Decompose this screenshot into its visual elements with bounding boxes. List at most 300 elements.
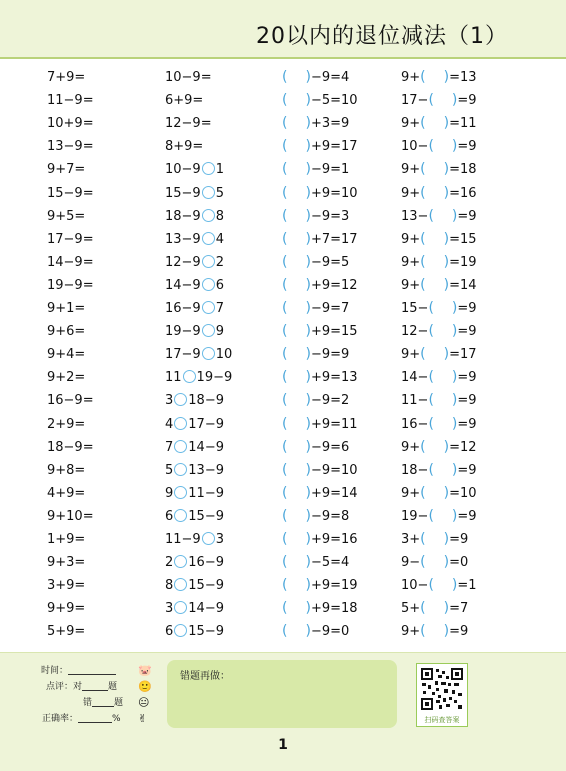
- problem-col2: [165, 205, 224, 228]
- left-operand: 9: [165, 485, 174, 501]
- compare-circle[interactable]: [202, 324, 215, 337]
- table-row: [0, 89, 566, 112]
- problem-col3: [282, 366, 358, 389]
- left-operand: 10−9=: [165, 70, 212, 85]
- right-operand: 18−9: [188, 393, 224, 409]
- table-row: [0, 66, 566, 89]
- right-operand: 4: [215, 231, 224, 247]
- blank-close-paren: ): [451, 300, 458, 316]
- equation-suffix: =9: [457, 370, 477, 386]
- answer-blank[interactable]: [282, 531, 311, 547]
- equation-suffix: =9: [457, 324, 477, 340]
- blank-open-paren: (: [282, 577, 288, 594]
- question-unit-2: 题: [114, 698, 124, 708]
- answer-blank[interactable]: [428, 300, 457, 316]
- equation-suffix: =9: [457, 508, 477, 524]
- compare-circle[interactable]: [202, 532, 215, 545]
- problem-col4: [401, 89, 477, 112]
- blank-open-paren: (: [420, 438, 426, 455]
- left-operand: 12−9=: [165, 116, 212, 132]
- equation-text: 17−9=: [47, 231, 94, 247]
- equation-prefix: 9+: [401, 624, 421, 640]
- blank-open-paren: (: [420, 276, 426, 293]
- right-operand: 15−9: [188, 508, 224, 524]
- blank-close-paren: ): [305, 161, 311, 178]
- problem-col2: [165, 551, 224, 574]
- table-row: [0, 597, 566, 620]
- answer-blank[interactable]: [428, 577, 457, 593]
- blank-close-paren: ): [451, 323, 458, 340]
- table-row: [0, 297, 566, 320]
- compare-circle[interactable]: [174, 463, 187, 476]
- equation-text: 9+5=: [47, 208, 86, 224]
- problem-col4: [401, 459, 477, 482]
- answer-blank[interactable]: [282, 138, 311, 154]
- blank-open-paren: (: [282, 276, 288, 293]
- blank-close-paren: ): [305, 253, 311, 270]
- blank-close-paren: ): [451, 392, 458, 409]
- compare-circle[interactable]: [174, 440, 187, 453]
- problem-col1: [47, 158, 85, 181]
- answer-blank[interactable]: [428, 508, 457, 524]
- equation-rest: −5=10: [310, 93, 358, 109]
- blank-close-paren: ): [305, 484, 311, 501]
- problem-col4: [401, 135, 477, 158]
- compare-circle[interactable]: [202, 162, 215, 175]
- equation-prefix: 16−: [401, 416, 429, 432]
- problem-col3: [282, 574, 358, 597]
- problem-col3: [282, 459, 358, 482]
- problem-col3: [282, 182, 358, 205]
- accuracy-field[interactable]: [78, 712, 112, 723]
- blank-close-paren: ): [305, 230, 311, 247]
- blank-close-paren: ): [305, 300, 311, 316]
- table-row: [0, 413, 566, 436]
- equation-prefix: 9+: [401, 347, 421, 363]
- problem-col2: [165, 66, 212, 89]
- equation-text: 9+7=: [47, 162, 86, 178]
- equation-suffix: =9: [457, 301, 477, 316]
- answer-blank[interactable]: [282, 554, 311, 570]
- problem-col4: [401, 66, 477, 89]
- compare-circle[interactable]: [202, 255, 215, 268]
- left-operand: 12−9: [165, 254, 201, 270]
- problem-col4: [401, 482, 477, 505]
- time-field[interactable]: [68, 664, 116, 675]
- problem-col4: [401, 505, 477, 528]
- blank-open-paren: (: [282, 461, 288, 478]
- problem-col1: [47, 135, 94, 158]
- equation-prefix: 9+: [401, 439, 421, 455]
- equation-prefix: 18−: [401, 462, 429, 478]
- answer-blank[interactable]: [420, 161, 449, 177]
- equation-prefix: 11−: [401, 393, 429, 409]
- equation-text: 9+9=: [47, 601, 86, 617]
- equation-suffix: =16: [449, 185, 477, 201]
- answer-blank[interactable]: [282, 346, 311, 362]
- equation-rest: +9=15: [310, 324, 358, 340]
- blank-close-paren: ): [305, 623, 311, 640]
- problem-col4: [401, 366, 477, 389]
- problem-col2: [165, 251, 224, 274]
- right-operand: 14−9: [188, 601, 224, 617]
- answer-blank[interactable]: [428, 462, 457, 478]
- compare-circle[interactable]: [174, 578, 187, 591]
- blank-open-paren: (: [282, 207, 288, 224]
- problem-col4: [401, 320, 477, 343]
- answer-blank[interactable]: [420, 623, 449, 639]
- equation-text: 13−9=: [47, 139, 94, 155]
- compare-circle[interactable]: [174, 393, 187, 406]
- blank-close-paren: ): [305, 461, 311, 478]
- wrong-count-field[interactable]: [92, 696, 114, 707]
- compare-circle[interactable]: [202, 232, 215, 245]
- blank-open-paren: (: [428, 392, 434, 409]
- blank-close-paren: ): [451, 369, 458, 386]
- answer-blank[interactable]: [282, 161, 311, 177]
- equation-suffix: =0: [449, 555, 469, 571]
- equation-prefix: 9+: [401, 485, 421, 501]
- problem-col3: [282, 297, 349, 320]
- equation-prefix: 5+: [401, 601, 421, 617]
- blank-open-paren: (: [282, 600, 288, 617]
- answer-blank[interactable]: [282, 462, 311, 478]
- equation-text: 9+6=: [47, 324, 86, 340]
- blank-close-paren: ): [443, 161, 450, 178]
- problem-col1: [47, 274, 94, 297]
- blank-close-paren: ): [443, 554, 450, 571]
- answer-blank[interactable]: [282, 254, 311, 270]
- answer-blank[interactable]: [420, 554, 449, 570]
- compare-circle[interactable]: [174, 486, 187, 499]
- blank-open-paren: (: [282, 554, 288, 571]
- answer-blank[interactable]: [420, 69, 449, 85]
- compare-circle[interactable]: [202, 209, 215, 222]
- blank-close-paren: ): [305, 600, 311, 617]
- blank-open-paren: (: [428, 138, 434, 155]
- blank-close-paren: ): [443, 623, 450, 640]
- blank-close-paren: ): [451, 577, 458, 594]
- equation-rest: −9=2: [310, 393, 350, 409]
- left-operand: 15−9: [165, 185, 201, 201]
- compare-circle[interactable]: [202, 186, 215, 199]
- problem-col4: [401, 528, 468, 551]
- equation-text: 7+9=: [47, 70, 86, 85]
- left-operand: 8+9=: [165, 139, 204, 155]
- right-operand: 14−9: [188, 439, 224, 455]
- equation-suffix: =9: [457, 139, 477, 155]
- problem-col4: [401, 158, 477, 181]
- answer-blank[interactable]: [420, 531, 449, 547]
- problem-col1: [47, 251, 94, 274]
- problem-col3: [282, 343, 349, 366]
- right-operand: 17−9: [188, 416, 224, 432]
- equation-rest: −9=5: [310, 254, 350, 270]
- problem-col4: [401, 182, 477, 205]
- equation-text: 11−9=: [47, 93, 94, 109]
- answer-blank[interactable]: [282, 485, 311, 501]
- equation-prefix: 9+: [401, 185, 421, 201]
- blank-close-paren: ): [443, 276, 450, 293]
- right-operand: 13−9: [188, 462, 224, 478]
- blank-open-paren: (: [282, 138, 288, 155]
- answer-blank[interactable]: [282, 369, 311, 385]
- blank-close-paren: ): [305, 184, 311, 201]
- equation-rest: +9=12: [310, 277, 358, 293]
- blank-open-paren: (: [282, 92, 288, 109]
- right-operand: 9: [215, 324, 224, 340]
- blank-close-paren: ): [305, 531, 311, 547]
- blank-close-paren: ): [451, 138, 458, 155]
- equation-rest: +9=14: [310, 485, 358, 501]
- left-operand: 5: [165, 462, 174, 478]
- equation-prefix: 3+: [401, 532, 421, 547]
- problem-col1: [47, 482, 85, 505]
- equation-suffix: =14: [449, 277, 477, 293]
- problem-col2: [165, 274, 224, 297]
- equation-suffix: =10: [449, 485, 477, 501]
- problem-col3: [282, 528, 358, 551]
- answer-blank[interactable]: [282, 600, 311, 616]
- problem-col3: [282, 135, 358, 158]
- answer-blank[interactable]: [282, 392, 311, 408]
- blank-open-paren: (: [282, 69, 288, 85]
- answer-blank[interactable]: [420, 346, 449, 362]
- blank-open-paren: (: [420, 346, 426, 363]
- answer-blank[interactable]: [282, 69, 311, 85]
- right-operand: 11−9: [188, 485, 224, 501]
- answer-blank[interactable]: [420, 115, 449, 131]
- answer-blank[interactable]: [282, 92, 311, 108]
- qr-label: 扫码查答案: [424, 716, 460, 724]
- blank-open-paren: (: [428, 461, 434, 478]
- equation-prefix: 10−: [401, 578, 429, 594]
- redo-box[interactable]: [167, 660, 397, 728]
- compare-circle[interactable]: [174, 601, 187, 614]
- answer-blank[interactable]: [420, 231, 449, 247]
- table-row: [0, 112, 566, 135]
- equation-prefix: 12−: [401, 324, 429, 340]
- table-row: [0, 205, 566, 228]
- compare-circle[interactable]: [174, 555, 187, 568]
- wrong-label: 错: [82, 698, 92, 708]
- blank-close-paren: ): [443, 115, 450, 132]
- blank-close-paren: ): [305, 369, 311, 386]
- equation-suffix: =11: [449, 116, 477, 132]
- answer-blank[interactable]: [420, 277, 449, 293]
- equation-text: 1+9=: [47, 532, 86, 547]
- problem-col3: [282, 413, 358, 436]
- answer-blank[interactable]: [282, 323, 311, 339]
- compare-circle[interactable]: [202, 347, 215, 360]
- answer-blank[interactable]: [282, 508, 311, 524]
- right-operand: 5: [215, 185, 224, 201]
- equation-rest: +3=9: [310, 116, 350, 132]
- answer-blank[interactable]: [282, 577, 311, 593]
- blank-close-paren: ): [305, 92, 311, 109]
- answer-blank[interactable]: [428, 138, 457, 154]
- equation-rest: −9=6: [310, 439, 350, 455]
- blank-close-paren: ): [443, 69, 450, 85]
- equation-prefix: 9+: [401, 70, 421, 85]
- equation-text: 16−9=: [47, 393, 94, 409]
- problem-col2: [165, 158, 224, 181]
- answer-blank[interactable]: [282, 623, 311, 639]
- problem-col2: [165, 135, 203, 158]
- answer-blank[interactable]: [428, 392, 457, 408]
- answer-blank[interactable]: [428, 208, 457, 224]
- equation-rest: −9=1: [310, 162, 350, 178]
- problem-col2: [165, 459, 224, 482]
- compare-circle[interactable]: [183, 370, 196, 383]
- table-row: [0, 459, 566, 482]
- qr-panel[interactable]: [416, 663, 468, 727]
- equation-text: 9+3=: [47, 555, 86, 571]
- blank-close-paren: ): [305, 138, 311, 155]
- answer-blank[interactable]: [420, 600, 449, 616]
- problem-col3: [282, 436, 349, 459]
- answer-blank[interactable]: [282, 185, 311, 201]
- equation-suffix: =9: [457, 462, 477, 478]
- problem-col3: [282, 112, 349, 135]
- equation-prefix: 9+: [401, 231, 421, 247]
- table-row: [0, 320, 566, 343]
- equation-prefix: 14−: [401, 370, 429, 386]
- blank-open-paren: (: [282, 346, 288, 363]
- question-unit: 题: [108, 682, 118, 692]
- blank-close-paren: ): [443, 346, 450, 363]
- table-row: [0, 251, 566, 274]
- table-row: [0, 620, 566, 643]
- blank-close-paren: ): [305, 346, 311, 363]
- blank-open-paren: (: [428, 415, 434, 432]
- problem-col1: [47, 597, 85, 620]
- compare-circle[interactable]: [174, 417, 187, 430]
- right-operand: 6: [215, 277, 224, 293]
- blank-open-paren: (: [420, 623, 426, 640]
- problem-col1: [47, 366, 85, 389]
- answer-blank[interactable]: [282, 208, 311, 224]
- answer-blank[interactable]: [420, 185, 449, 201]
- answer-blank[interactable]: [420, 439, 449, 455]
- left-operand: 10−9: [165, 162, 201, 178]
- compare-circle[interactable]: [174, 624, 187, 637]
- right-operand: 15−9: [188, 624, 224, 640]
- problem-col3: [282, 597, 358, 620]
- compare-circle[interactable]: [202, 301, 215, 314]
- accuracy-label: 正确率：: [41, 714, 78, 724]
- problem-col3: [282, 66, 349, 89]
- problem-col3: [282, 389, 349, 412]
- answer-blank[interactable]: [428, 92, 457, 108]
- compare-circle[interactable]: [202, 278, 215, 291]
- equation-text: 14−9=: [47, 254, 94, 270]
- answer-blank[interactable]: [420, 485, 449, 501]
- problem-col2: [165, 320, 224, 343]
- equation-text: 5+9=: [47, 624, 86, 640]
- correct-row: [30, 680, 117, 694]
- blank-open-paren: (: [282, 184, 288, 201]
- equation-rest: −9=0: [310, 624, 350, 640]
- pig-icon: 🐷: [138, 664, 152, 677]
- answer-blank[interactable]: [282, 115, 311, 131]
- equation-rest: +9=17: [310, 139, 358, 155]
- page-number: 1: [278, 737, 288, 753]
- equation-text: 9+4=: [47, 347, 86, 363]
- left-operand: 11: [165, 370, 182, 386]
- answer-blank[interactable]: [282, 231, 311, 247]
- blank-close-paren: ): [451, 207, 458, 224]
- right-operand: 15−9: [188, 578, 224, 594]
- answer-blank[interactable]: [282, 439, 311, 455]
- problem-col4: [401, 112, 477, 135]
- blank-close-paren: ): [305, 438, 311, 455]
- problem-col1: [47, 320, 85, 343]
- answer-blank[interactable]: [282, 300, 311, 316]
- neutral-face-icon: 😐: [138, 696, 150, 709]
- compare-circle[interactable]: [174, 509, 187, 522]
- table-row: [0, 158, 566, 181]
- blank-open-paren: (: [282, 323, 288, 340]
- problem-col4: [401, 343, 477, 366]
- problem-col1: [47, 551, 85, 574]
- right-operand: 8: [215, 208, 224, 224]
- answer-blank[interactable]: [420, 254, 449, 270]
- hand-icon: ✌: [138, 712, 148, 725]
- right-operand: 7: [215, 301, 224, 316]
- answer-blank[interactable]: [428, 416, 457, 432]
- equation-suffix: =7: [449, 601, 469, 617]
- left-operand: 17−9: [165, 347, 201, 363]
- blank-close-paren: ): [305, 69, 311, 85]
- blank-open-paren: (: [282, 392, 288, 409]
- equation-prefix: 15−: [401, 301, 429, 316]
- equation-text: 3+9=: [47, 578, 86, 594]
- blank-open-paren: (: [420, 484, 426, 501]
- problem-col3: [282, 205, 349, 228]
- problem-col1: [47, 413, 85, 436]
- problem-col1: [47, 620, 85, 643]
- answer-blank[interactable]: [428, 323, 457, 339]
- blank-open-paren: (: [428, 323, 434, 340]
- answer-blank[interactable]: [282, 277, 311, 293]
- answer-blank[interactable]: [428, 369, 457, 385]
- left-operand: 8: [165, 578, 174, 594]
- blank-open-paren: (: [420, 69, 426, 85]
- correct-count-field[interactable]: [82, 680, 108, 691]
- problem-col3: [282, 251, 349, 274]
- problem-col1: [47, 89, 94, 112]
- problem-col2: [165, 389, 224, 412]
- equation-rest: −5=4: [310, 555, 350, 571]
- answer-blank[interactable]: [282, 416, 311, 432]
- equation-rest: +9=19: [310, 578, 358, 594]
- problem-col4: [401, 228, 477, 251]
- table-row: [0, 436, 566, 459]
- table-row: [0, 274, 566, 297]
- equation-rest: −9=8: [310, 508, 350, 524]
- problem-col2: [165, 228, 224, 251]
- equation-suffix: =9: [457, 208, 477, 224]
- blank-open-paren: (: [428, 507, 434, 524]
- time-label: 时间：: [40, 666, 68, 676]
- equation-prefix: 9+: [401, 254, 421, 270]
- left-operand: 16−9: [165, 301, 201, 316]
- wrong-row: [30, 696, 123, 710]
- table-row: [0, 366, 566, 389]
- equation-text: 19−9=: [47, 277, 94, 293]
- equation-rest: +9=16: [310, 532, 358, 547]
